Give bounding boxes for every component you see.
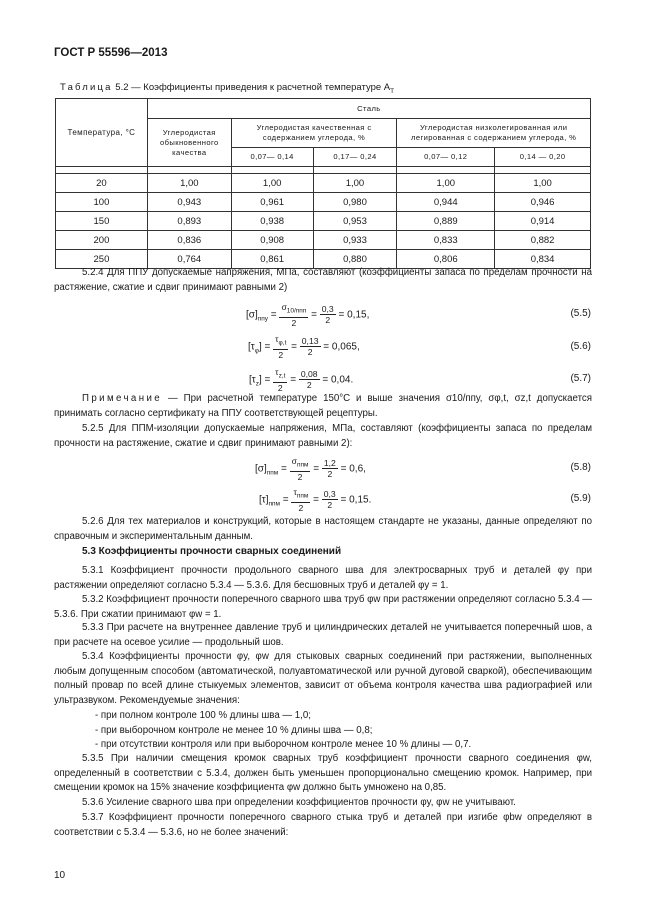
table-cell: 0,946 xyxy=(495,193,591,212)
table-caption-text: 5.2 — Коэффициенты приведения к расчетной температуре A xyxy=(115,82,391,93)
eq-lhs-end: ] xyxy=(258,374,262,386)
eq-lhs: [τ xyxy=(248,341,255,353)
eq-lhs-sub: φ xyxy=(254,347,259,355)
eq-number-5-7: (5.7) xyxy=(570,373,591,384)
sub-header-4: 0,14 — 0,20 xyxy=(495,148,591,167)
eq-den: 2 xyxy=(297,471,303,482)
table-row xyxy=(56,193,591,212)
eq-lhs-sub: ппм xyxy=(268,500,281,508)
table-caption-label: Таблица xyxy=(60,82,113,93)
table-cell: 0,944 xyxy=(397,193,495,212)
table-cell: 1,00 xyxy=(313,174,397,193)
table-cell: 0,806 xyxy=(397,250,495,269)
doc-header: ГОСТ Р 55596—2013 xyxy=(54,47,168,59)
eq-result: = 0,065, xyxy=(323,341,360,353)
eq-num: τ xyxy=(275,367,279,377)
eq-num2: 0,3 xyxy=(323,489,336,500)
para-5-3-3: 5.3.3 При расчете на внутреннее давление труб и цилиндрических деталей не учитывается поперечный шов, а при расчете на осевое усилие — продольный шов. xyxy=(54,622,592,648)
table-cell: 0,933 xyxy=(313,231,397,250)
eq-lhs-sub: ппм xyxy=(266,469,279,477)
table-cell: 0,961 xyxy=(231,193,313,212)
table-cell: 0,861 xyxy=(231,250,313,269)
para-5-2-5: 5.2.5 Для ППМ-изоляции допускаемые напряжения, МПа, составляют (коэффициенты запаса по пределам прочности на растяжение, сжатие и сдвиг принимают равными 2): xyxy=(54,423,592,449)
eq-lhs: [σ] xyxy=(246,309,258,321)
eq-number-5-6: (5.6) xyxy=(570,341,591,352)
eq-num: σ xyxy=(281,302,287,312)
table-cell: 0,914 xyxy=(495,212,591,231)
table-caption-sub: T xyxy=(390,87,395,95)
para-5-3-5: 5.3.5 При наличии смещения кромок сварных труб коэффициент прочности сварного соединения φw, определенный в соответствии с 5.3.4, должен быть уменьшен пропорционально смещению кромок. Например, при смещении кромок на 15% значение коэффициента φw должно быть умножено на 0,85. xyxy=(54,753,592,794)
table-cell: 0,938 xyxy=(231,212,313,231)
table-cell: 200 xyxy=(56,231,148,250)
note xyxy=(54,392,592,421)
table-row xyxy=(56,231,591,250)
table-cell: 0,893 xyxy=(147,212,231,231)
para-5-3-7: 5.3.7 Коэффициент прочности поперечного сварного стыка труб и деталей при изгибе φbw определяют в соответствии с 5.3.4 — 5.3.6, но не более значений: xyxy=(54,812,592,838)
equation-5-7: $[\tau_z]$ = $\frac{\tau_{z,t}}{2}$ = $\frac{0,08}{2} = 0,04$. xyxy=(249,367,354,393)
eq-den2: 2 xyxy=(325,315,331,326)
eq-num2: 1,2 xyxy=(323,458,336,469)
table-cell: 0,836 xyxy=(147,231,231,250)
eq-num-sub: ппм xyxy=(296,492,309,500)
eq-lhs: [τ] xyxy=(259,494,269,506)
coefficients-table xyxy=(55,98,591,269)
list-item: - при выборочном контроле не менее 10 % длины шва — 0,8; xyxy=(95,724,373,736)
list-item: - при отсутствии контроля или при выборочном контроле менее 10 % длины — 0,7. xyxy=(95,739,472,751)
table-cell: 250 xyxy=(56,250,148,269)
eq-lhs-sub: ппу xyxy=(257,315,269,323)
table-cell: 0,889 xyxy=(397,212,495,231)
eq-result: = 0,15. xyxy=(340,494,372,506)
table-cell: 0,880 xyxy=(313,250,397,269)
note-text: — При расчетной температуре 150°С и выше значения σ10/ппу, σφ,t, σz,t допускается принимать согласно сертификату на ППУ соответствующей рецептуры. xyxy=(54,393,592,419)
table-cell: 0,908 xyxy=(231,231,313,250)
eq-num-sub: z,t xyxy=(278,372,286,380)
eq-num-sub: 10/ппп xyxy=(286,307,307,315)
sub-header-2: 0,17— 0,24 xyxy=(313,148,397,167)
table-row xyxy=(56,212,591,231)
eq-number-5-8: (5.8) xyxy=(570,462,591,473)
table-row xyxy=(56,174,591,193)
table-cell: 0,833 xyxy=(397,231,495,250)
eq-num2: 0,3 xyxy=(321,304,334,315)
table-caption xyxy=(60,82,394,95)
table-cell: 150 xyxy=(56,212,148,231)
eq-num: τ xyxy=(275,334,279,344)
col-header-carbon-ordinary: Углеродистая обыкновенного качества xyxy=(147,119,231,167)
table-cell: 0,943 xyxy=(147,193,231,212)
para-5-3-2: 5.3.2 Коэффициент прочности поперечного сварного шва труб φw при растяжении определяют согласно 5.3.4 — 5.3.6. При сжатии принимают φw = 1. xyxy=(54,594,592,620)
eq-lhs: [σ] xyxy=(255,463,267,475)
table-cell: 20 xyxy=(56,174,148,193)
table-cell: 1,00 xyxy=(231,174,313,193)
para-5-2-6: 5.2.6 Для тех материалов и конструкций, которые в настоящем стандарте не указаны, данные определяют по справочным и экспериментальным данным. xyxy=(54,516,592,542)
eq-lhs-sub: z xyxy=(255,380,259,388)
eq-den: 2 xyxy=(298,502,304,513)
sub-header-1: 0,07— 0,14 xyxy=(231,148,313,167)
col-header-steel: Сталь xyxy=(147,99,590,119)
table-cell: 0,953 xyxy=(313,212,397,231)
equation-5-9: $[\tau]_{ппм}$ = $\frac{\tau_{ппм}}{2}$ = $\frac{0,3}{2} = 0,15$. xyxy=(259,487,372,513)
eq-num-sub: ппм xyxy=(296,461,309,469)
eq-lhs: [τ xyxy=(249,374,256,386)
eq-result: = 0,15, xyxy=(338,309,370,321)
list-item: - при полном контроле 100 % длины шва — 1,0; xyxy=(95,710,311,721)
para-5-3-4: 5.3.4 Коэффициенты прочности φy, φw для стыковых сварных соединений при растяжении, выполненных любым допущенным способом (автоматической, полуавтоматической или ручной дуговой сваркой), обеспечивающим полный провар по всей длине стыкуемых элементов, зависит от объема контроля качества шва радиографией или ультразвуком. Рекомендуемые значения: xyxy=(54,651,592,706)
eq-num: τ xyxy=(293,487,297,497)
eq-den2: 2 xyxy=(307,347,313,358)
eq-result: = 0,6, xyxy=(340,463,366,475)
eq-number-5-5: (5.5) xyxy=(570,308,591,319)
table-cell: 0,980 xyxy=(313,193,397,212)
eq-number-5-9: (5.9) xyxy=(570,493,591,504)
table-cell: 1,00 xyxy=(147,174,231,193)
eq-num: σ xyxy=(291,456,297,466)
eq-den2: 2 xyxy=(327,469,333,480)
eq-den: 2 xyxy=(277,382,283,393)
eq-num-sub: φ,t xyxy=(278,339,287,347)
equation-5-5: $[\sigma]_{ппу}$ = $\frac{\sigma_{10/ппп}}{2}$ = $\frac{0,3}{2} = 0,15$, xyxy=(246,302,370,328)
note-label: Примечание xyxy=(82,393,163,404)
values-list xyxy=(95,709,471,753)
para-5-3-6: 5.3.6 Усиление сварного шва при определении коэффициентов прочности φy, φw не учитывают. xyxy=(82,797,516,808)
table-cell: 1,00 xyxy=(495,174,591,193)
eq-lhs-end: ] xyxy=(258,341,262,353)
section-heading-5-3: 5.3 Коэффициенты прочности сварных соединений xyxy=(82,546,342,557)
equation-5-6: $[\tau_\varphi]$ = $\frac{\tau_{\varphi,t}}{2}$ = $\frac{0,13}{2} = 0,065$, xyxy=(248,334,360,360)
eq-den2: 2 xyxy=(306,380,312,391)
page-number: 10 xyxy=(54,870,66,881)
col-header-carbon-quality: Углеродистая качественная с содержанием углерода, % xyxy=(231,119,397,148)
para-5-2-4: 5.2.4 Для ППУ допускаемые напряжения, МПа, составляют (коэффициенты запаса по пределам прочности на растяжение, сжатие и сдвиг принимают равными 2) xyxy=(54,267,592,293)
col-header-low-alloy: Углеродистая низколегированная или легированная с содержанием углерода, % xyxy=(397,119,591,148)
equation-5-8: $[\sigma]_{ппм}$ = $\frac{\sigma_{ппм}}{2}$ = $\frac{1,2}{2} = 0,6$, xyxy=(255,456,366,482)
eq-den: 2 xyxy=(278,349,284,360)
sub-header-3: 0,07— 0,12 xyxy=(397,148,495,167)
table-cell: 0,764 xyxy=(147,250,231,269)
table-cell: 1,00 xyxy=(397,174,495,193)
eq-den: 2 xyxy=(291,317,297,328)
table-cell: 100 xyxy=(56,193,148,212)
table-cell: 0,834 xyxy=(495,250,591,269)
eq-den2: 2 xyxy=(327,500,333,511)
table-cell: 0,882 xyxy=(495,231,591,250)
eq-result: = 0,04. xyxy=(322,374,354,386)
para-5-3-1: 5.3.1 Коэффициент прочности продольного сварного шва для электросварных труб и деталей φy при растяжении определяют согласно 5.3.4 — 5.3.6. Для бесшовных труб и деталей φy = 1. xyxy=(54,565,592,591)
col-header-temp: Температура, °С xyxy=(56,99,148,167)
eq-num2: 0,13 xyxy=(301,336,319,347)
eq-num2: 0,08 xyxy=(300,369,318,380)
